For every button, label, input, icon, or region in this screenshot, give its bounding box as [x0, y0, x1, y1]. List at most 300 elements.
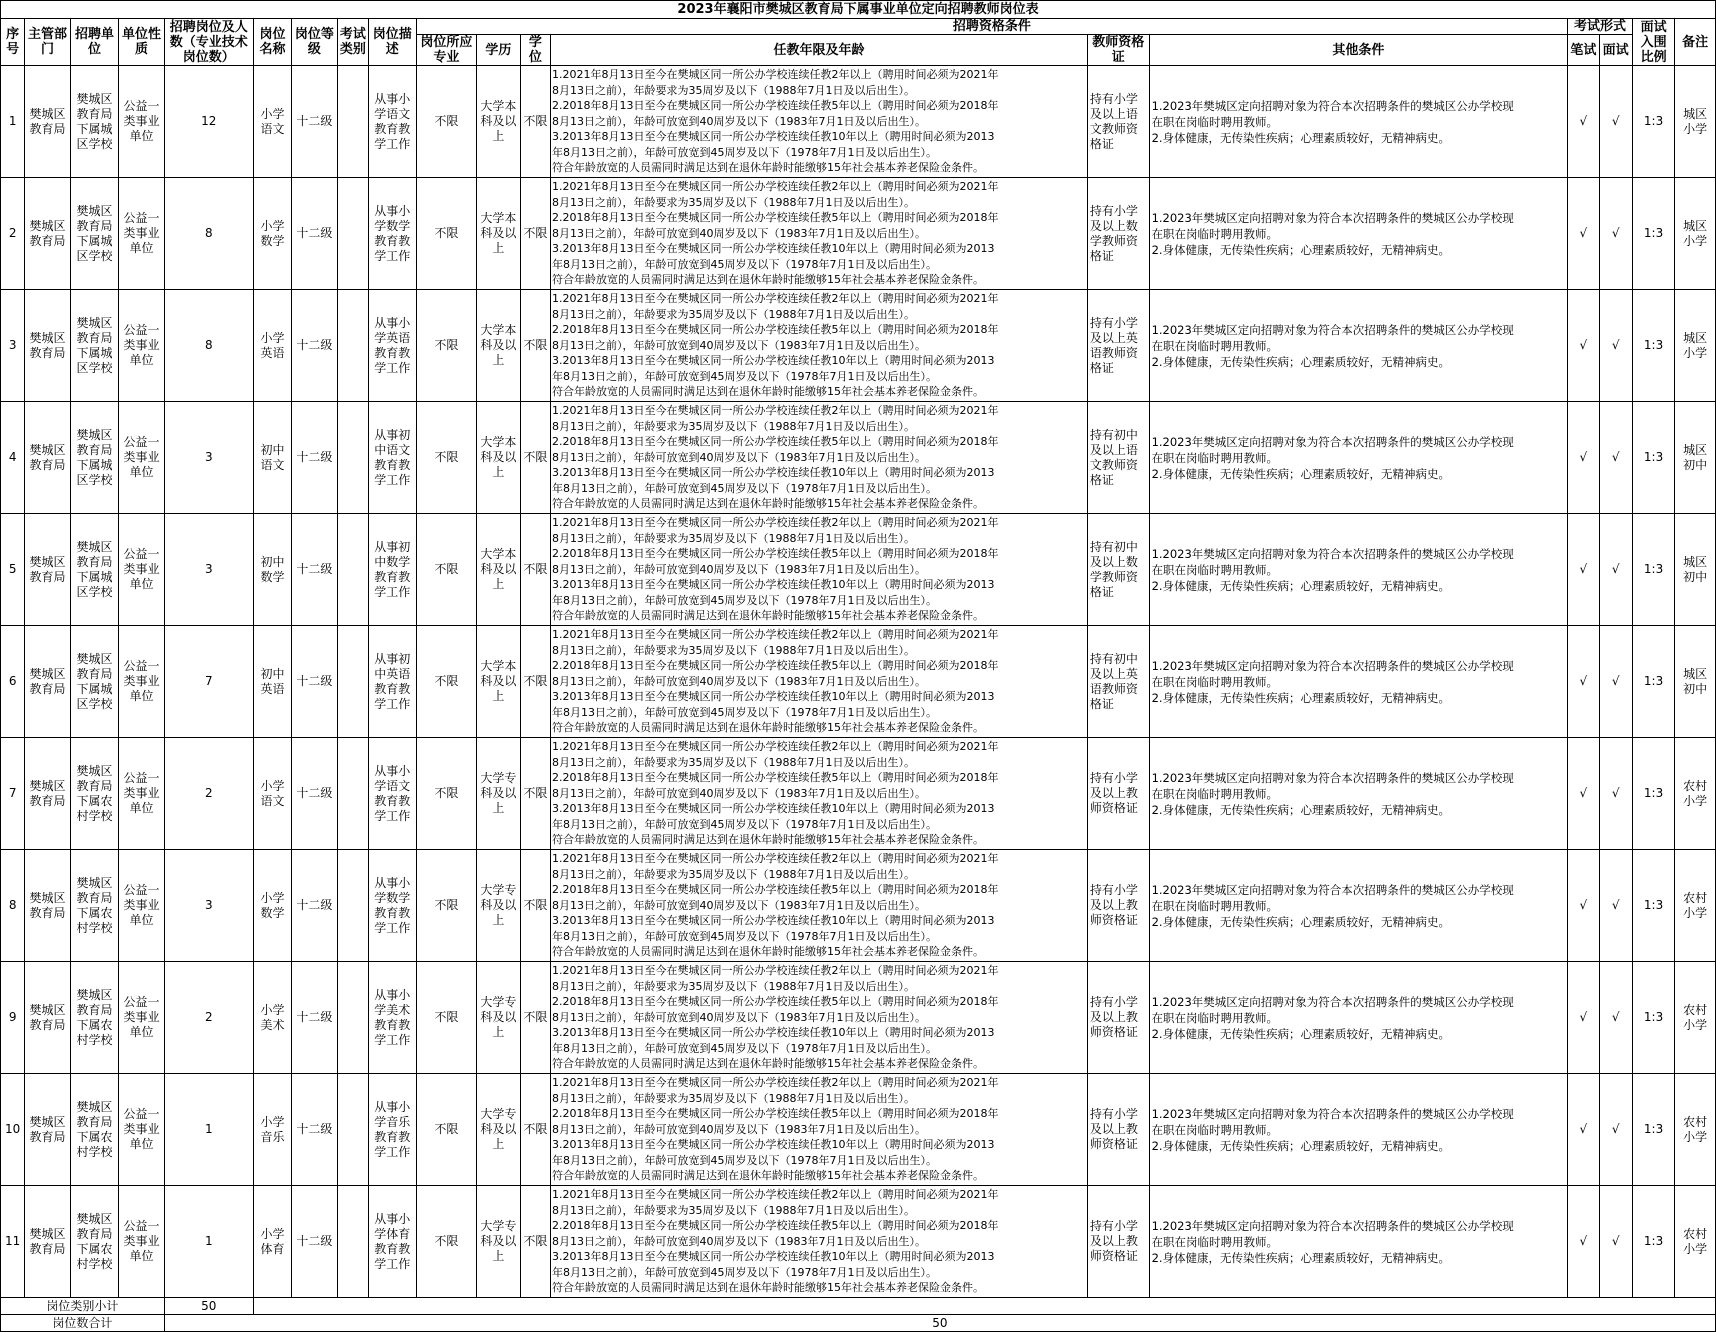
cell-desc: 从事小学音乐教育教学工作 [369, 1074, 417, 1186]
cell-unit: 樊城区教育局下属农村学校 [70, 962, 119, 1074]
other-line: 在职在岗临时聘用教师。 [1151, 338, 1279, 353]
cell-category [337, 962, 368, 1074]
cell-interview: √ [1599, 1074, 1632, 1186]
tenure-line: 符合年龄放宽的人员需同时满足达到在退休年龄时能缴够15年社会基本养老保险金条件。 [552, 833, 984, 847]
tenure-line: 8月13日之前），年龄可放宽到40周岁及以下（1983年7月1日及以后出生）。 [552, 338, 926, 352]
tenure-line: 8月13日之前），年龄要求为35周岁及以下（1988年7月1日及以后出生）。 [552, 867, 915, 881]
tenure-line: 2.2018年8月13日至今在樊城区同一所公办学校连续任教5年以上（聘用时间必须为2018年 [552, 995, 999, 1009]
tenure-line: 年8月13日之前），年龄可放宽到45周岁及以下（1978年7月1日及以后出生）。 [552, 593, 937, 607]
cell-category [337, 178, 368, 290]
cell-quota: 3 [164, 514, 253, 626]
cell-tenure [551, 738, 1088, 850]
cell-tenure [551, 626, 1088, 738]
cell-quota: 12 [164, 66, 253, 178]
header-conditions: 招聘资格条件 [416, 19, 1568, 35]
subtotal-value: 50 [164, 1298, 253, 1315]
cell-edu: 大学本科及以上 [477, 66, 520, 178]
cell-post: 初中数学 [253, 514, 291, 626]
cell-unit: 樊城区教育局下属城区学校 [70, 290, 119, 402]
other-line: 在职在岗临时聘用教师。 [1151, 1234, 1279, 1249]
cell-grade: 十二级 [292, 626, 338, 738]
cell-nature: 公益一类事业单位 [119, 962, 165, 1074]
cell-remark: 农村小学 [1675, 738, 1716, 850]
tenure-line: 8月13日之前），年龄要求为35周岁及以下（1988年7月1日及以后出生）。 [552, 979, 915, 993]
cell-seq: 9 [1, 962, 25, 1074]
cell-degree: 不限 [520, 66, 550, 178]
cell-ratio: 1:3 [1632, 850, 1674, 962]
cell-ratio: 1:3 [1632, 738, 1674, 850]
cell-edu: 大学本科及以上 [477, 514, 520, 626]
other-line: 1.2023年樊城区定向招聘对象为符合本次招聘条件的樊城区公办学校现 [1151, 98, 1514, 113]
cell-ratio: 1:3 [1632, 1186, 1674, 1298]
cell-written: √ [1568, 962, 1599, 1074]
cell-written: √ [1568, 178, 1599, 290]
other-line: 2.身体健康，无传染性疾病；心理素质较好，无精神病史。 [1151, 578, 1451, 593]
cell-quota: 3 [164, 402, 253, 514]
cell-nature: 公益一类事业单位 [119, 850, 165, 962]
cell-seq: 11 [1, 1186, 25, 1298]
cell-tenure [551, 1186, 1088, 1298]
other-line: 1.2023年樊城区定向招聘对象为符合本次招聘条件的樊城区公办学校现 [1151, 1218, 1514, 1233]
tenure-line: 3.2013年8月13日至今在樊城区同一所公办学校连续任教10年以上（聘用时间必须为2013 [552, 690, 995, 704]
tenure-line: 3.2013年8月13日至今在樊城区同一所公办学校连续任教10年以上（聘用时间必须为2013 [552, 802, 995, 816]
cell-edu: 大学本科及以上 [477, 290, 520, 402]
cell-desc: 从事小学数学教育教学工作 [369, 850, 417, 962]
cell-post: 初中英语 [253, 626, 291, 738]
tenure-line: 8月13日之前），年龄可放宽到40周岁及以下（1983年7月1日及以后出生）。 [552, 1234, 926, 1248]
header-ratio: 面试入围比例 [1632, 19, 1674, 66]
cell-interview: √ [1599, 1186, 1632, 1298]
tenure-line: 8月13日之前），年龄要求为35周岁及以下（1988年7月1日及以后出生）。 [552, 419, 915, 433]
tenure-line: 3.2013年8月13日至今在樊城区同一所公办学校连续任教10年以上（聘用时间必须为2013 [552, 1250, 995, 1264]
cell-desc: 从事小学体育教育教学工作 [369, 1186, 417, 1298]
cell-desc: 从事小学数学教育教学工作 [369, 178, 417, 290]
tenure-line: 8月13日之前），年龄要求为35周岁及以下（1988年7月1日及以后出生）。 [552, 83, 915, 97]
cell-dept: 樊城区教育局 [25, 178, 71, 290]
cell-seq: 8 [1, 850, 25, 962]
cell-post: 初中语文 [253, 402, 291, 514]
cell-category [337, 850, 368, 962]
cell-tenure [551, 178, 1088, 290]
cell-cert: 持有小学及以上语文教师资格证 [1087, 66, 1149, 178]
other-line: 2.身体健康，无传染性疾病；心理素质较好，无精神病史。 [1151, 914, 1451, 929]
cell-degree: 不限 [520, 850, 550, 962]
cell-dept: 樊城区教育局 [25, 402, 71, 514]
cell-major: 不限 [416, 626, 477, 738]
cell-tenure [551, 290, 1088, 402]
cell-major: 不限 [416, 402, 477, 514]
other-line: 2.身体健康，无传染性疾病；心理素质较好，无精神病史。 [1151, 130, 1451, 145]
cell-category [337, 626, 368, 738]
cell-written: √ [1568, 1186, 1599, 1298]
cell-category [337, 1186, 368, 1298]
tenure-line: 8月13日之前），年龄要求为35周岁及以下（1988年7月1日及以后出生）。 [552, 755, 915, 769]
tenure-line: 符合年龄放宽的人员需同时满足达到在退休年龄时能缴够15年社会基本养老保险金条件。 [552, 161, 984, 175]
cell-written: √ [1568, 738, 1599, 850]
tenure-line: 年8月13日之前），年龄可放宽到45周岁及以下（1978年7月1日及以后出生）。 [552, 929, 937, 943]
cell-nature: 公益一类事业单位 [119, 402, 165, 514]
table-row [1, 178, 1716, 290]
table-title: 2023年襄阳市樊城区教育局下属事业单位定向招聘教师岗位表 [1, 1, 1716, 19]
header-degree: 学位 [520, 35, 550, 66]
cell-interview: √ [1599, 178, 1632, 290]
other-line: 2.身体健康，无传染性疾病；心理素质较好，无精神病史。 [1151, 1138, 1451, 1153]
cell-nature: 公益一类事业单位 [119, 1186, 165, 1298]
cell-interview: √ [1599, 962, 1632, 1074]
cell-other [1149, 1074, 1568, 1186]
cell-other [1149, 850, 1568, 962]
tenure-line: 符合年龄放宽的人员需同时满足达到在退休年龄时能缴够15年社会基本养老保险金条件。 [552, 1169, 984, 1183]
cell-edu: 大学专科及以上 [477, 1186, 520, 1298]
tenure-line: 1.2021年8月13日至今在樊城区同一所公办学校连续任教2年以上（聘用时间必须为2021年 [552, 404, 999, 418]
tenure-line: 1.2021年8月13日至今在樊城区同一所公办学校连续任教2年以上（聘用时间必须为2021年 [552, 1076, 999, 1090]
tenure-line: 1.2021年8月13日至今在樊城区同一所公办学校连续任教2年以上（聘用时间必须为2021年 [552, 852, 999, 866]
cell-degree: 不限 [520, 178, 550, 290]
subtotal-empty [253, 1298, 1715, 1315]
cell-dept: 樊城区教育局 [25, 514, 71, 626]
cell-category [337, 402, 368, 514]
tenure-line: 1.2021年8月13日至今在樊城区同一所公办学校连续任教2年以上（聘用时间必须为2021年 [552, 740, 999, 754]
tenure-line: 2.2018年8月13日至今在樊城区同一所公办学校连续任教5年以上（聘用时间必须为2018年 [552, 1107, 999, 1121]
header-unit: 招聘单位 [70, 19, 119, 66]
cell-written: √ [1568, 514, 1599, 626]
cell-interview: √ [1599, 850, 1632, 962]
tenure-line: 符合年龄放宽的人员需同时满足达到在退休年龄时能缴够15年社会基本养老保险金条件。 [552, 945, 984, 959]
cell-post: 小学音乐 [253, 1074, 291, 1186]
cell-tenure [551, 514, 1088, 626]
cell-interview: √ [1599, 514, 1632, 626]
cell-tenure [551, 962, 1088, 1074]
table-row [1, 738, 1716, 850]
cell-desc: 从事小学美术教育教学工作 [369, 962, 417, 1074]
cell-grade: 十二级 [292, 738, 338, 850]
table-row [1, 962, 1716, 1074]
total-value: 50 [164, 1315, 1715, 1332]
tenure-line: 8月13日之前），年龄可放宽到40周岁及以下（1983年7月1日及以后出生）。 [552, 114, 926, 128]
cell-ratio: 1:3 [1632, 962, 1674, 1074]
cell-remark: 城区小学 [1675, 178, 1716, 290]
other-line: 1.2023年樊城区定向招聘对象为符合本次招聘条件的樊城区公办学校现 [1151, 210, 1514, 225]
cell-major: 不限 [416, 514, 477, 626]
tenure-line: 年8月13日之前），年龄可放宽到45周岁及以下（1978年7月1日及以后出生）。 [552, 481, 937, 495]
other-line: 在职在岗临时聘用教师。 [1151, 114, 1279, 129]
cell-other [1149, 962, 1568, 1074]
cell-dept: 樊城区教育局 [25, 626, 71, 738]
other-line: 2.身体健康，无传染性疾病；心理素质较好，无精神病史。 [1151, 802, 1451, 817]
cell-tenure [551, 1074, 1088, 1186]
cell-post: 小学语文 [253, 738, 291, 850]
table-row [1, 850, 1716, 962]
tenure-line: 8月13日之前），年龄要求为35周岁及以下（1988年7月1日及以后出生）。 [552, 1091, 915, 1105]
cell-post: 小学英语 [253, 290, 291, 402]
cell-dept: 樊城区教育局 [25, 66, 71, 178]
cell-seq: 2 [1, 178, 25, 290]
tenure-line: 2.2018年8月13日至今在樊城区同一所公办学校连续任教5年以上（聘用时间必须为2018年 [552, 99, 999, 113]
tenure-line: 1.2021年8月13日至今在樊城区同一所公办学校连续任教2年以上（聘用时间必须为2021年 [552, 68, 999, 82]
cell-quota: 2 [164, 962, 253, 1074]
cell-cert: 持有小学及以上教师资格证 [1087, 962, 1149, 1074]
tenure-line: 8月13日之前），年龄可放宽到40周岁及以下（1983年7月1日及以后出生）。 [552, 898, 926, 912]
tenure-line: 8月13日之前），年龄要求为35周岁及以下（1988年7月1日及以后出生）。 [552, 531, 915, 545]
other-line: 1.2023年樊城区定向招聘对象为符合本次招聘条件的樊城区公办学校现 [1151, 994, 1514, 1009]
tenure-line: 3.2013年8月13日至今在樊城区同一所公办学校连续任教10年以上（聘用时间必须为2013 [552, 466, 995, 480]
cell-remark: 农村小学 [1675, 1186, 1716, 1298]
cell-unit: 樊城区教育局下属农村学校 [70, 1074, 119, 1186]
cell-other [1149, 178, 1568, 290]
cell-remark: 城区初中 [1675, 626, 1716, 738]
cell-post: 小学体育 [253, 1186, 291, 1298]
cell-category [337, 66, 368, 178]
other-line: 1.2023年樊城区定向招聘对象为符合本次招聘条件的樊城区公办学校现 [1151, 1106, 1514, 1121]
cell-remark: 农村小学 [1675, 962, 1716, 1074]
cell-edu: 大学本科及以上 [477, 402, 520, 514]
cell-nature: 公益一类事业单位 [119, 66, 165, 178]
cell-cert: 持有初中及以上英语教师资格证 [1087, 626, 1149, 738]
cell-grade: 十二级 [292, 402, 338, 514]
tenure-line: 8月13日之前），年龄可放宽到40周岁及以下（1983年7月1日及以后出生）。 [552, 1010, 926, 1024]
other-line: 在职在岗临时聘用教师。 [1151, 674, 1279, 689]
cell-edu: 大学专科及以上 [477, 738, 520, 850]
tenure-line: 年8月13日之前），年龄可放宽到45周岁及以下（1978年7月1日及以后出生）。 [552, 257, 937, 271]
table-row [1, 626, 1716, 738]
cell-grade: 十二级 [292, 1186, 338, 1298]
cell-grade: 十二级 [292, 66, 338, 178]
cell-tenure [551, 66, 1088, 178]
cell-quota: 7 [164, 626, 253, 738]
cell-degree: 不限 [520, 290, 550, 402]
tenure-line: 年8月13日之前），年龄可放宽到45周岁及以下（1978年7月1日及以后出生）。 [552, 705, 937, 719]
other-line: 1.2023年樊城区定向招聘对象为符合本次招聘条件的樊城区公办学校现 [1151, 770, 1514, 785]
cell-category [337, 514, 368, 626]
tenure-line: 1.2021年8月13日至今在樊城区同一所公办学校连续任教2年以上（聘用时间必须为2021年 [552, 1188, 999, 1202]
tenure-line: 8月13日之前），年龄可放宽到40周岁及以下（1983年7月1日及以后出生）。 [552, 674, 926, 688]
cell-degree: 不限 [520, 402, 550, 514]
cell-dept: 樊城区教育局 [25, 962, 71, 1074]
cell-degree: 不限 [520, 1186, 550, 1298]
cell-degree: 不限 [520, 514, 550, 626]
cell-grade: 十二级 [292, 290, 338, 402]
cell-interview: √ [1599, 66, 1632, 178]
tenure-line: 1.2021年8月13日至今在樊城区同一所公办学校连续任教2年以上（聘用时间必须为2021年 [552, 964, 999, 978]
cell-seq: 3 [1, 290, 25, 402]
table-row [1, 290, 1716, 402]
cell-seq: 6 [1, 626, 25, 738]
cell-written: √ [1568, 626, 1599, 738]
cell-major: 不限 [416, 1074, 477, 1186]
other-line: 1.2023年樊城区定向招聘对象为符合本次招聘条件的樊城区公办学校现 [1151, 882, 1514, 897]
tenure-line: 8月13日之前），年龄可放宽到40周岁及以下（1983年7月1日及以后出生）。 [552, 1122, 926, 1136]
cell-nature: 公益一类事业单位 [119, 1074, 165, 1186]
tenure-line: 2.2018年8月13日至今在樊城区同一所公办学校连续任教5年以上（聘用时间必须为2018年 [552, 435, 999, 449]
cell-degree: 不限 [520, 738, 550, 850]
cell-desc: 从事初中数学教育教学工作 [369, 514, 417, 626]
cell-category [337, 1074, 368, 1186]
tenure-line: 3.2013年8月13日至今在樊城区同一所公办学校连续任教10年以上（聘用时间必须为2013 [552, 1026, 995, 1040]
other-line: 2.身体健康，无传染性疾病；心理素质较好，无精神病史。 [1151, 242, 1451, 257]
table-row [1, 66, 1716, 178]
other-line: 在职在岗临时聘用教师。 [1151, 786, 1279, 801]
cell-degree: 不限 [520, 1074, 550, 1186]
cell-ratio: 1:3 [1632, 514, 1674, 626]
cell-interview: √ [1599, 290, 1632, 402]
tenure-line: 3.2013年8月13日至今在樊城区同一所公办学校连续任教10年以上（聘用时间必须为2013 [552, 914, 995, 928]
cell-ratio: 1:3 [1632, 290, 1674, 402]
cell-nature: 公益一类事业单位 [119, 738, 165, 850]
cell-major: 不限 [416, 850, 477, 962]
header-quota: 招聘岗位及人数（专业技术岗位数） [164, 19, 253, 66]
other-line: 1.2023年樊城区定向招聘对象为符合本次招聘条件的樊城区公办学校现 [1151, 546, 1514, 561]
cell-post: 小学数学 [253, 178, 291, 290]
tenure-line: 8月13日之前），年龄要求为35周岁及以下（1988年7月1日及以后出生）。 [552, 195, 915, 209]
cell-seq: 5 [1, 514, 25, 626]
cell-unit: 樊城区教育局下属城区学校 [70, 514, 119, 626]
header-dept: 主管部门 [25, 19, 71, 66]
header-written: 笔试 [1568, 35, 1599, 66]
cell-written: √ [1568, 1074, 1599, 1186]
cell-quota: 2 [164, 738, 253, 850]
cell-cert: 持有小学及以上教师资格证 [1087, 738, 1149, 850]
cell-remark: 城区小学 [1675, 66, 1716, 178]
cell-cert: 持有初中及以上语文教师资格证 [1087, 402, 1149, 514]
cell-quota: 1 [164, 1074, 253, 1186]
other-line: 在职在岗临时聘用教师。 [1151, 898, 1279, 913]
header-cert: 教师资格证 [1087, 35, 1149, 66]
tenure-line: 2.2018年8月13日至今在樊城区同一所公办学校连续任教5年以上（聘用时间必须为2018年 [552, 547, 999, 561]
cell-other [1149, 514, 1568, 626]
cell-edu: 大学专科及以上 [477, 1074, 520, 1186]
cell-cert: 持有小学及以上教师资格证 [1087, 1186, 1149, 1298]
cell-quota: 3 [164, 850, 253, 962]
tenure-line: 2.2018年8月13日至今在樊城区同一所公办学校连续任教5年以上（聘用时间必须为2018年 [552, 211, 999, 225]
other-line: 在职在岗临时聘用教师。 [1151, 450, 1279, 465]
cell-edu: 大学专科及以上 [477, 850, 520, 962]
tenure-line: 年8月13日之前），年龄可放宽到45周岁及以下（1978年7月1日及以后出生）。 [552, 817, 937, 831]
tenure-line: 符合年龄放宽的人员需同时满足达到在退休年龄时能缴够15年社会基本养老保险金条件。 [552, 609, 984, 623]
other-line: 在职在岗临时聘用教师。 [1151, 1122, 1279, 1137]
other-line: 1.2023年樊城区定向招聘对象为符合本次招聘条件的樊城区公办学校现 [1151, 658, 1514, 673]
header-tenure: 任教年限及年龄 [551, 35, 1088, 66]
cell-remark: 城区初中 [1675, 402, 1716, 514]
other-line: 在职在岗临时聘用教师。 [1151, 226, 1279, 241]
tenure-line: 3.2013年8月13日至今在樊城区同一所公办学校连续任教10年以上（聘用时间必须为2013 [552, 242, 995, 256]
cell-remark: 城区初中 [1675, 514, 1716, 626]
cell-other [1149, 738, 1568, 850]
tenure-line: 年8月13日之前），年龄可放宽到45周岁及以下（1978年7月1日及以后出生）。 [552, 1041, 937, 1055]
tenure-line: 3.2013年8月13日至今在樊城区同一所公办学校连续任教10年以上（聘用时间必须为2013 [552, 1138, 995, 1152]
other-line: 在职在岗临时聘用教师。 [1151, 562, 1279, 577]
cell-major: 不限 [416, 178, 477, 290]
cell-nature: 公益一类事业单位 [119, 514, 165, 626]
tenure-line: 2.2018年8月13日至今在樊城区同一所公办学校连续任教5年以上（聘用时间必须为2018年 [552, 323, 999, 337]
header-grade: 岗位等级 [292, 19, 338, 66]
header-major: 岗位所应专业 [416, 35, 477, 66]
tenure-line: 8月13日之前），年龄要求为35周岁及以下（1988年7月1日及以后出生）。 [552, 643, 915, 657]
cell-seq: 7 [1, 738, 25, 850]
cell-grade: 十二级 [292, 178, 338, 290]
other-line: 1.2023年樊城区定向招聘对象为符合本次招聘条件的樊城区公办学校现 [1151, 322, 1514, 337]
cell-nature: 公益一类事业单位 [119, 290, 165, 402]
tenure-line: 符合年龄放宽的人员需同时满足达到在退休年龄时能缴够15年社会基本养老保险金条件。 [552, 385, 984, 399]
cell-interview: √ [1599, 738, 1632, 850]
cell-interview: √ [1599, 626, 1632, 738]
cell-ratio: 1:3 [1632, 66, 1674, 178]
subtotal-label: 岗位类别小计 [1, 1298, 165, 1315]
cell-unit: 樊城区教育局下属城区学校 [70, 178, 119, 290]
cell-ratio: 1:3 [1632, 626, 1674, 738]
tenure-line: 年8月13日之前），年龄可放宽到45周岁及以下（1978年7月1日及以后出生）。 [552, 145, 937, 159]
tenure-line: 1.2021年8月13日至今在樊城区同一所公办学校连续任教2年以上（聘用时间必须为2021年 [552, 628, 999, 642]
cell-cert: 持有小学及以上教师资格证 [1087, 1074, 1149, 1186]
cell-unit: 樊城区教育局下属城区学校 [70, 66, 119, 178]
cell-quota: 8 [164, 290, 253, 402]
header-nature: 单位性质 [119, 19, 165, 66]
tenure-line: 8月13日之前），年龄可放宽到40周岁及以下（1983年7月1日及以后出生）。 [552, 562, 926, 576]
tenure-line: 1.2021年8月13日至今在樊城区同一所公办学校连续任教2年以上（聘用时间必须为2021年 [552, 292, 999, 306]
cell-seq: 1 [1, 66, 25, 178]
cell-grade: 十二级 [292, 962, 338, 1074]
tenure-line: 2.2018年8月13日至今在樊城区同一所公办学校连续任教5年以上（聘用时间必须为2018年 [552, 1219, 999, 1233]
tenure-line: 符合年龄放宽的人员需同时满足达到在退休年龄时能缴够15年社会基本养老保险金条件。 [552, 1057, 984, 1071]
cell-remark: 农村小学 [1675, 1074, 1716, 1186]
cell-grade: 十二级 [292, 514, 338, 626]
cell-nature: 公益一类事业单位 [119, 626, 165, 738]
cell-nature: 公益一类事业单位 [119, 178, 165, 290]
cell-category [337, 738, 368, 850]
tenure-line: 1.2021年8月13日至今在樊城区同一所公办学校连续任教2年以上（聘用时间必须为2021年 [552, 516, 999, 530]
cell-degree: 不限 [520, 962, 550, 1074]
tenure-line: 符合年龄放宽的人员需同时满足达到在退休年龄时能缴够15年社会基本养老保险金条件。 [552, 273, 984, 287]
cell-major: 不限 [416, 1186, 477, 1298]
tenure-line: 3.2013年8月13日至今在樊城区同一所公办学校连续任教10年以上（聘用时间必须为2013 [552, 578, 995, 592]
cell-edu: 大学本科及以上 [477, 178, 520, 290]
cell-written: √ [1568, 402, 1599, 514]
cell-seq: 4 [1, 402, 25, 514]
other-line: 2.身体健康，无传染性疾病；心理素质较好，无精神病史。 [1151, 466, 1451, 481]
cell-cert: 持有小学及以上英语教师资格证 [1087, 290, 1149, 402]
header-interview: 面试 [1599, 35, 1632, 66]
cell-major: 不限 [416, 290, 477, 402]
cell-cert: 持有小学及以上数学教师资格证 [1087, 178, 1149, 290]
tenure-line: 年8月13日之前），年龄可放宽到45周岁及以下（1978年7月1日及以后出生）。 [552, 1265, 937, 1279]
tenure-line: 3.2013年8月13日至今在樊城区同一所公办学校连续任教10年以上（聘用时间必须为2013 [552, 130, 995, 144]
cell-quota: 1 [164, 1186, 253, 1298]
tenure-line: 1.2021年8月13日至今在樊城区同一所公办学校连续任教2年以上（聘用时间必须为2021年 [552, 180, 999, 194]
cell-post: 小学数学 [253, 850, 291, 962]
tenure-line: 年8月13日之前），年龄可放宽到45周岁及以下（1978年7月1日及以后出生）。 [552, 369, 937, 383]
tenure-line: 符合年龄放宽的人员需同时满足达到在退休年龄时能缴够15年社会基本养老保险金条件。 [552, 721, 984, 735]
cell-unit: 樊城区教育局下属城区学校 [70, 626, 119, 738]
header-category: 考试类别 [337, 19, 368, 66]
cell-desc: 从事小学英语教育教学工作 [369, 290, 417, 402]
header-edu: 学历 [477, 35, 520, 66]
total-label: 岗位数合计 [1, 1315, 165, 1332]
other-line: 1.2023年樊城区定向招聘对象为符合本次招聘条件的樊城区公办学校现 [1151, 434, 1514, 449]
cell-ratio: 1:3 [1632, 1074, 1674, 1186]
cell-edu: 大学专科及以上 [477, 962, 520, 1074]
cell-unit: 樊城区教育局下属农村学校 [70, 1186, 119, 1298]
cell-post: 小学语文 [253, 66, 291, 178]
other-line: 2.身体健康，无传染性疾病；心理素质较好，无精神病史。 [1151, 1250, 1451, 1265]
cell-quota: 8 [164, 178, 253, 290]
cell-written: √ [1568, 290, 1599, 402]
header-post: 岗位名称 [253, 19, 291, 66]
tenure-line: 3.2013年8月13日至今在樊城区同一所公办学校连续任教10年以上（聘用时间必须为2013 [552, 354, 995, 368]
cell-grade: 十二级 [292, 850, 338, 962]
cell-desc: 从事小学语文教育教学工作 [369, 738, 417, 850]
cell-seq: 10 [1, 1074, 25, 1186]
cell-dept: 樊城区教育局 [25, 290, 71, 402]
tenure-line: 8月13日之前），年龄要求为35周岁及以下（1988年7月1日及以后出生）。 [552, 1203, 915, 1217]
